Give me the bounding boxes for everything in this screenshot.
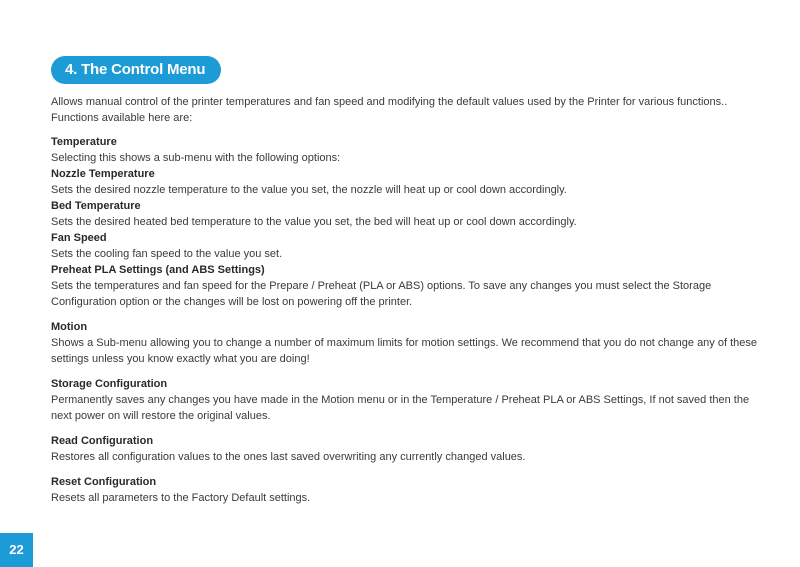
text-preheat-settings: Sets the temperatures and fan speed for the Prepare / Preheat (PLA or ABS) options. To save any changes you must select the Storage Configuration option or the changes will be lost on powering off the printer.	[51, 280, 712, 308]
text-storage-configuration: Permanently saves any changes you have made in the Motion menu or in the Temperature / Preheat PLA or ABS Settings, If not saved then the next power on will restore the original values.	[51, 394, 750, 422]
section-temperature	[51, 134, 771, 166]
text-read-configuration: Restores all configuration values to the ones last saved overwriting any currently changed values.	[51, 451, 526, 463]
heading-preheat-settings: Preheat PLA Settings (and ABS Settings)	[51, 264, 265, 276]
heading-bed-temperature: Bed Temperature	[51, 200, 141, 212]
text-motion: Shows a Sub-menu allowing you to change a number of maximum limits for motion settings. We recommend that you do not change any of these settings unless you know exactly what you are doing!	[51, 337, 757, 365]
section-reset-configuration	[51, 474, 771, 506]
text-temperature: Selecting this shows a sub-menu with the following options:	[51, 152, 341, 164]
section-bed-temperature	[51, 198, 771, 230]
intro-block	[51, 94, 771, 126]
heading-temperature: Temperature	[51, 136, 117, 148]
heading-fan-speed: Fan Speed	[51, 232, 107, 244]
section-nozzle-temperature	[51, 166, 771, 198]
section-preheat-settings	[51, 262, 771, 310]
heading-reset-configuration: Reset Configuration	[51, 476, 157, 488]
intro-functions-label: Functions available here are:	[51, 112, 193, 124]
section-heading-pill	[51, 56, 221, 84]
intro-text: Allows manual control of the printer temperatures and fan speed and modifying the default values used by the Printer for various functions..	[51, 96, 728, 108]
section-motion	[51, 319, 771, 367]
heading-read-configuration: Read Configuration	[51, 435, 154, 447]
page-number: 22	[9, 542, 24, 557]
heading-storage-configuration: Storage Configuration	[51, 378, 168, 390]
heading-motion: Motion	[51, 321, 88, 333]
text-reset-configuration: Resets all parameters to the Factory Default settings.	[51, 492, 311, 504]
text-fan-speed: Sets the cooling fan speed to the value you set.	[51, 248, 283, 260]
document-body	[51, 94, 771, 506]
page-number-badge	[0, 533, 33, 567]
section-read-configuration	[51, 433, 771, 465]
text-nozzle-temperature: Sets the desired nozzle temperature to the value you set, the nozzle will heat up or cool down accordingly.	[51, 184, 567, 196]
section-title: 4. The Control Menu	[65, 61, 206, 78]
text-bed-temperature: Sets the desired heated bed temperature to the value you set, the bed will heat up or cool down accordingly.	[51, 216, 577, 228]
section-fan-speed	[51, 230, 771, 262]
heading-nozzle-temperature: Nozzle Temperature	[51, 168, 155, 180]
section-storage-configuration	[51, 376, 771, 424]
